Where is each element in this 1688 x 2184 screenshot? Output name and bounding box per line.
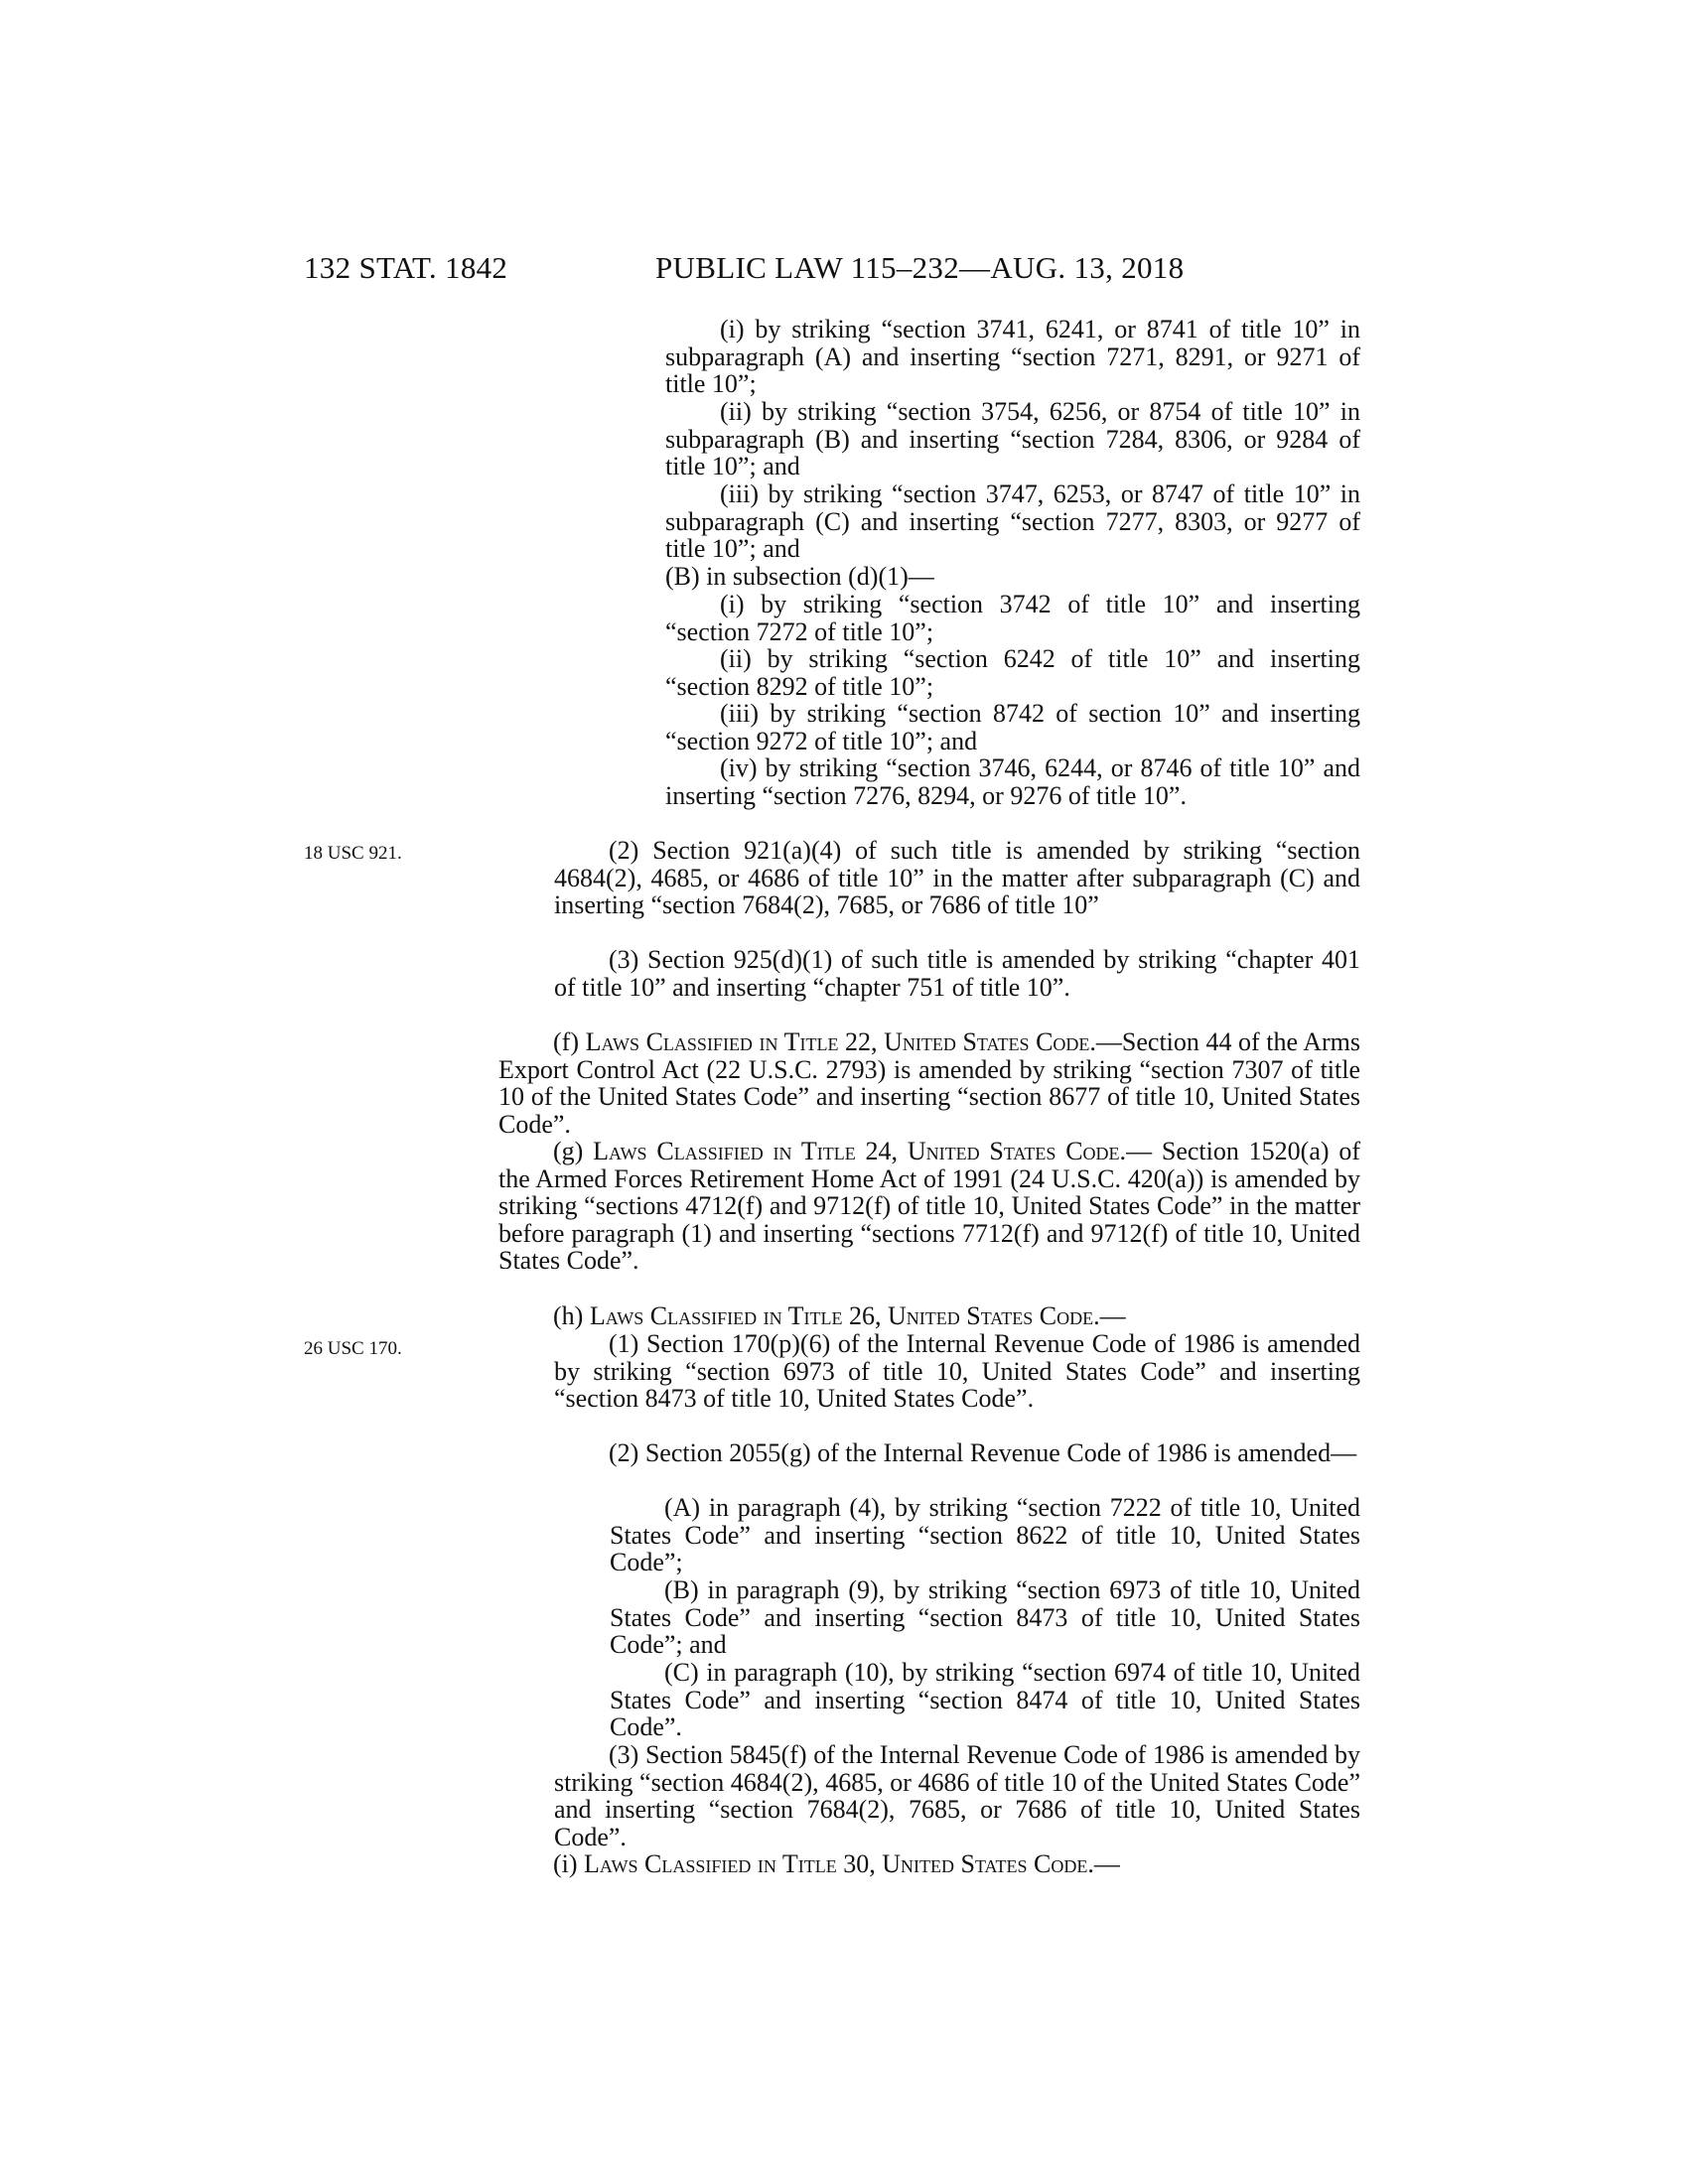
subsection-lead: (g) — [553, 1137, 594, 1165]
paragraph: (i) by striking “section 3742 of title 10” and inserting “section 7272 of title 10”; — [665, 590, 1360, 646]
paragraph: (B) in paragraph (9), by striking “section 6973 of title 10, United States Code” and inserting “section 8473 of title 10, United States Code”; and — [610, 1575, 1360, 1660]
subsection-text: —Section 44 of the Arms Export Control Act (22 U.S.C. 2793) is amended by striking “section 7307 of title 10 of the United States Code” and inserting “section 8677 of title 10, United States Code”. — [498, 1027, 1360, 1139]
paragraph: (C) in paragraph (10), by striking “section 6974 of title 10, United States Code” and inserting “section 8474 of title 10, United States Code”. — [610, 1658, 1360, 1742]
subsection-text: — — [1093, 1849, 1120, 1878]
margin-citation: 26 USC 170. — [304, 1338, 402, 1359]
paragraph: (3) Section 5845(f) of the Internal Revenue Code of 1986 is amended by striking “section 4684(2), 4685, or 4686 of title 10 of the United States Code” and inserting “section 7684(2), 7685, or 7686 of title 10, United States Code”. — [554, 1740, 1360, 1851]
subsection-text: — Section 1520(a) of the Armed Forces Retirement Home Act of 1991 (24 U.S.C. 420(a)) is amended by striking “sections 4712(f) and 9712(f) of title 10, United States Code” in the matter before paragraph (1) and inserting “sections 7712(f) and 9712(f) of title 10, United States Code”. — [498, 1137, 1360, 1276]
paragraph: (3) Section 925(d)(1) of such title is amended by striking “chapter 401 of title 10” and inserting “chapter 751 of title 10”. — [554, 945, 1360, 1002]
paragraph: (ii) by striking “section 3754, 6256, or 8754 of title 10” in subparagraph (B) and inserting “section 7284, 8306, or 9284 of title 10”; and — [665, 397, 1360, 481]
subsection-f — [498, 1028, 1360, 1138]
margin-citation: 18 USC 921. — [304, 843, 402, 864]
subsection-i — [498, 1850, 1360, 1878]
subsection-heading: Laws Classified in Title 24, United States Code. — [593, 1137, 1127, 1165]
subsection-lead: (f) — [553, 1027, 586, 1056]
subsection-lead: (h) — [553, 1301, 590, 1330]
subsection-heading: Laws Classified in Title 30, United States Code. — [584, 1849, 1094, 1878]
paragraph: (iv) by striking “section 3746, 6244, or 8746 of title 10” and inserting “section 7276, 8294, or 9276 of title 10”. — [665, 753, 1360, 810]
subsection-text: — — [1099, 1301, 1126, 1330]
subsection-lead: (i) — [553, 1849, 585, 1878]
paragraph: (2) Section 2055(g) of the Internal Revenue Code of 1986 is amended— — [609, 1438, 1357, 1467]
paragraph: (1) Section 170(p)(6) of the Internal Revenue Code of 1986 is amended by striking “section 6973 of title 10, United States Code” and inserting “section 8473 of title 10, United States Code”. — [554, 1329, 1360, 1414]
paragraph: (iii) by striking “section 8742 of section 10” and inserting “section 9272 of title 10”; and — [665, 699, 1360, 755]
subsection-g — [498, 1138, 1360, 1275]
paragraph: (ii) by striking “section 6242 of title 10” and inserting “section 8292 of title 10”; — [665, 644, 1360, 701]
subsection-heading: Laws Classified in Title 26, United States Code. — [589, 1301, 1100, 1330]
paragraph: (A) in paragraph (4), by striking “section 7222 of title 10, United States Code” and inserting “section 8622 of title 10, United States Code”; — [610, 1493, 1360, 1577]
paragraph: (B) in subsection (d)(1)— — [665, 562, 934, 591]
paragraph: (2) Section 921(a)(4) of such title is amended by striking “section 4684(2), 4685, or 4686 of title 10” in the matter after subparagraph (C) and inserting “section 7684(2), 7685, or 7686 of title 10” — [554, 836, 1360, 920]
page-title: PUBLIC LAW 115–232—AUG. 13, 2018 — [655, 250, 1185, 285]
paragraph: (iii) by striking “section 3747, 6253, or 8747 of title 10” in subparagraph (C) and inserting “section 7277, 8303, or 9277 of title 10”; and — [665, 479, 1360, 564]
subsection-h — [498, 1302, 1360, 1330]
subsection-heading: Laws Classified in Title 22, United States Code. — [585, 1027, 1096, 1056]
paragraph: (i) by striking “section 3741, 6241, or 8741 of title 10” in subparagraph (A) and inserting “section 7271, 8291, or 9271 of title 10”; — [665, 315, 1360, 399]
page-reference: 132 STAT. 1842 — [304, 250, 508, 285]
